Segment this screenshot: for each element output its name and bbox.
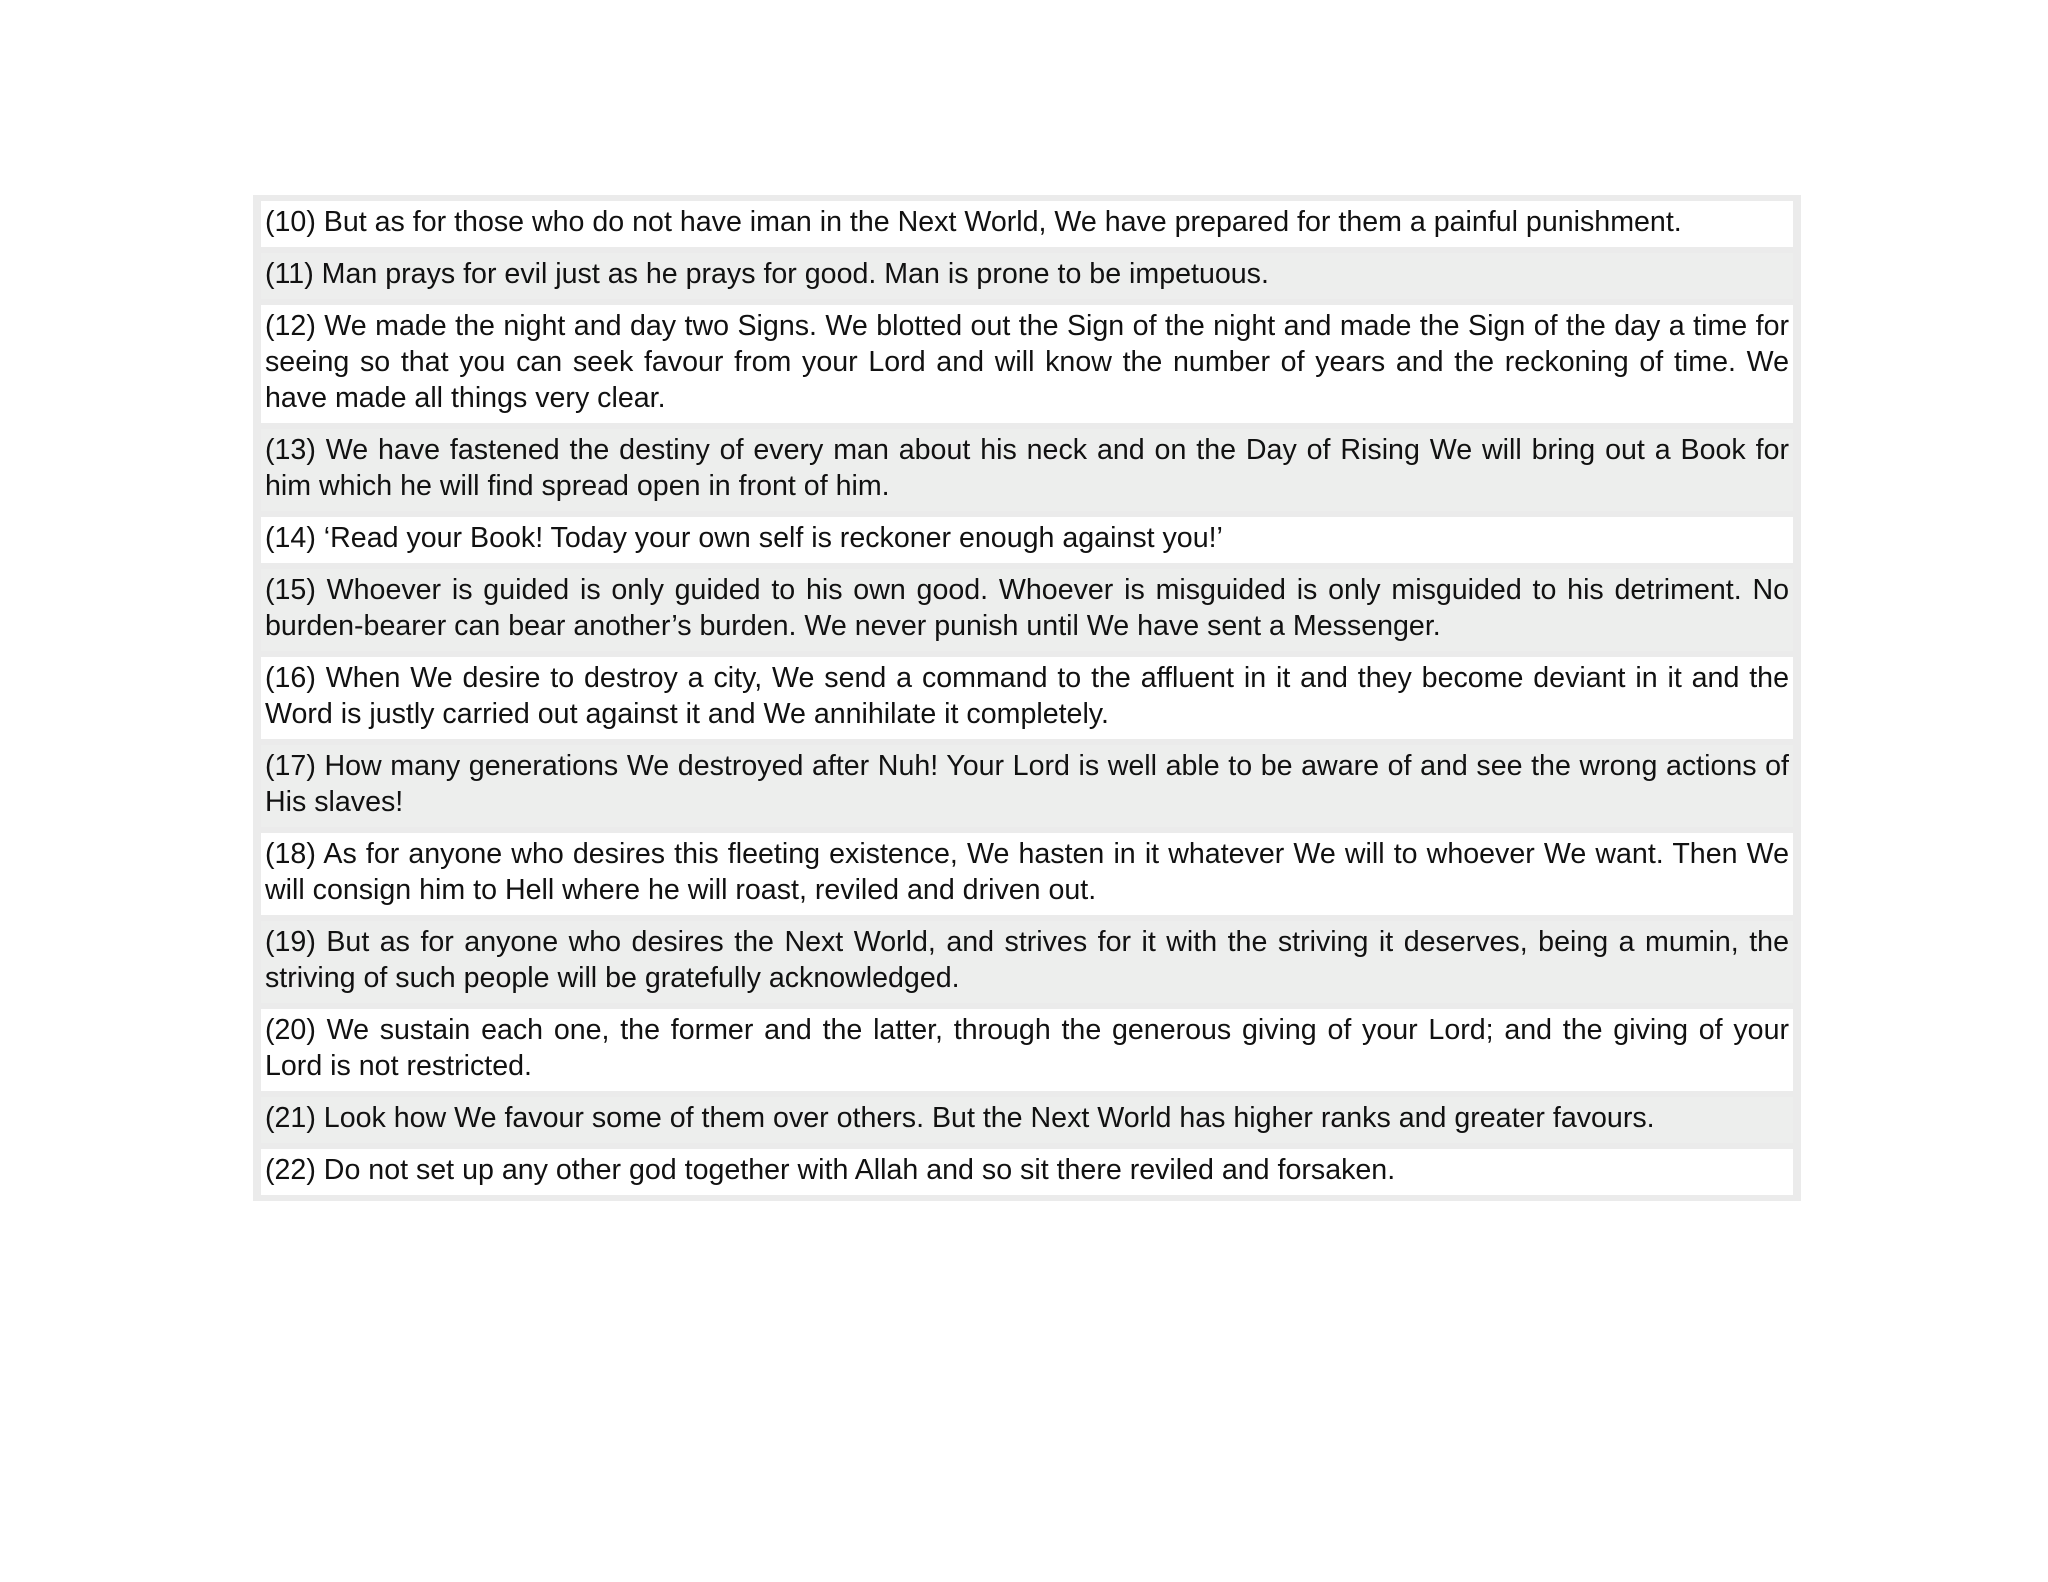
verse-row-13: (13) We have fastened the destiny of every man about his neck and on the Day of Rising We will bring out a Book for him which he will find spread open in front of him. [261, 429, 1793, 511]
verse-row-22: (22) Do not set up any other god together with Allah and so sit there reviled and forsaken. [261, 1149, 1793, 1195]
verse-row-16: (16) When We desire to destroy a city, We send a command to the affluent in it and they become deviant in it and the Word is justly carried out against it and We annihilate it completely. [261, 657, 1793, 739]
verse-row-11: (11) Man prays for evil just as he prays for good. Man is prone to be impetuous. [261, 253, 1793, 299]
verse-row-14: (14) ‘Read your Book! Today your own self is reckoner enough against you!’ [261, 517, 1793, 563]
verse-row-17: (17) How many generations We destroyed after Nuh! Your Lord is well able to be aware of and see the wrong actions of His slaves! [261, 745, 1793, 827]
verse-row-20: (20) We sustain each one, the former and the latter, through the generous giving of your Lord; and the giving of your Lord is not restricted. [261, 1009, 1793, 1091]
verse-row-15: (15) Whoever is guided is only guided to his own good. Whoever is misguided is only misguided to his detriment. No burden-bearer can bear another’s burden. We never punish until We have sent a Messenger. [261, 569, 1793, 651]
verse-table [253, 195, 1801, 1201]
verse-row-19: (19) But as for anyone who desires the Next World, and strives for it with the striving it deserves, being a mumin, the striving of such people will be gratefully acknowledged. [261, 921, 1793, 1003]
verse-row-18: (18) As for anyone who desires this fleeting existence, We hasten in it whatever We will to whoever We want. Then We will consign him to Hell where he will roast, reviled and driven out. [261, 833, 1793, 915]
verse-row-10: (10) But as for those who do not have iman in the Next World, We have prepared for them a painful punishment. [261, 201, 1793, 247]
verse-row-21: (21) Look how We favour some of them over others. But the Next World has higher ranks and greater favours. [261, 1097, 1793, 1143]
verse-row-12: (12) We made the night and day two Signs. We blotted out the Sign of the night and made the Sign of the day a time for seeing so that you can seek favour from your Lord and will know the number of years and the reckoning of time. We have made all things very clear. [261, 305, 1793, 423]
